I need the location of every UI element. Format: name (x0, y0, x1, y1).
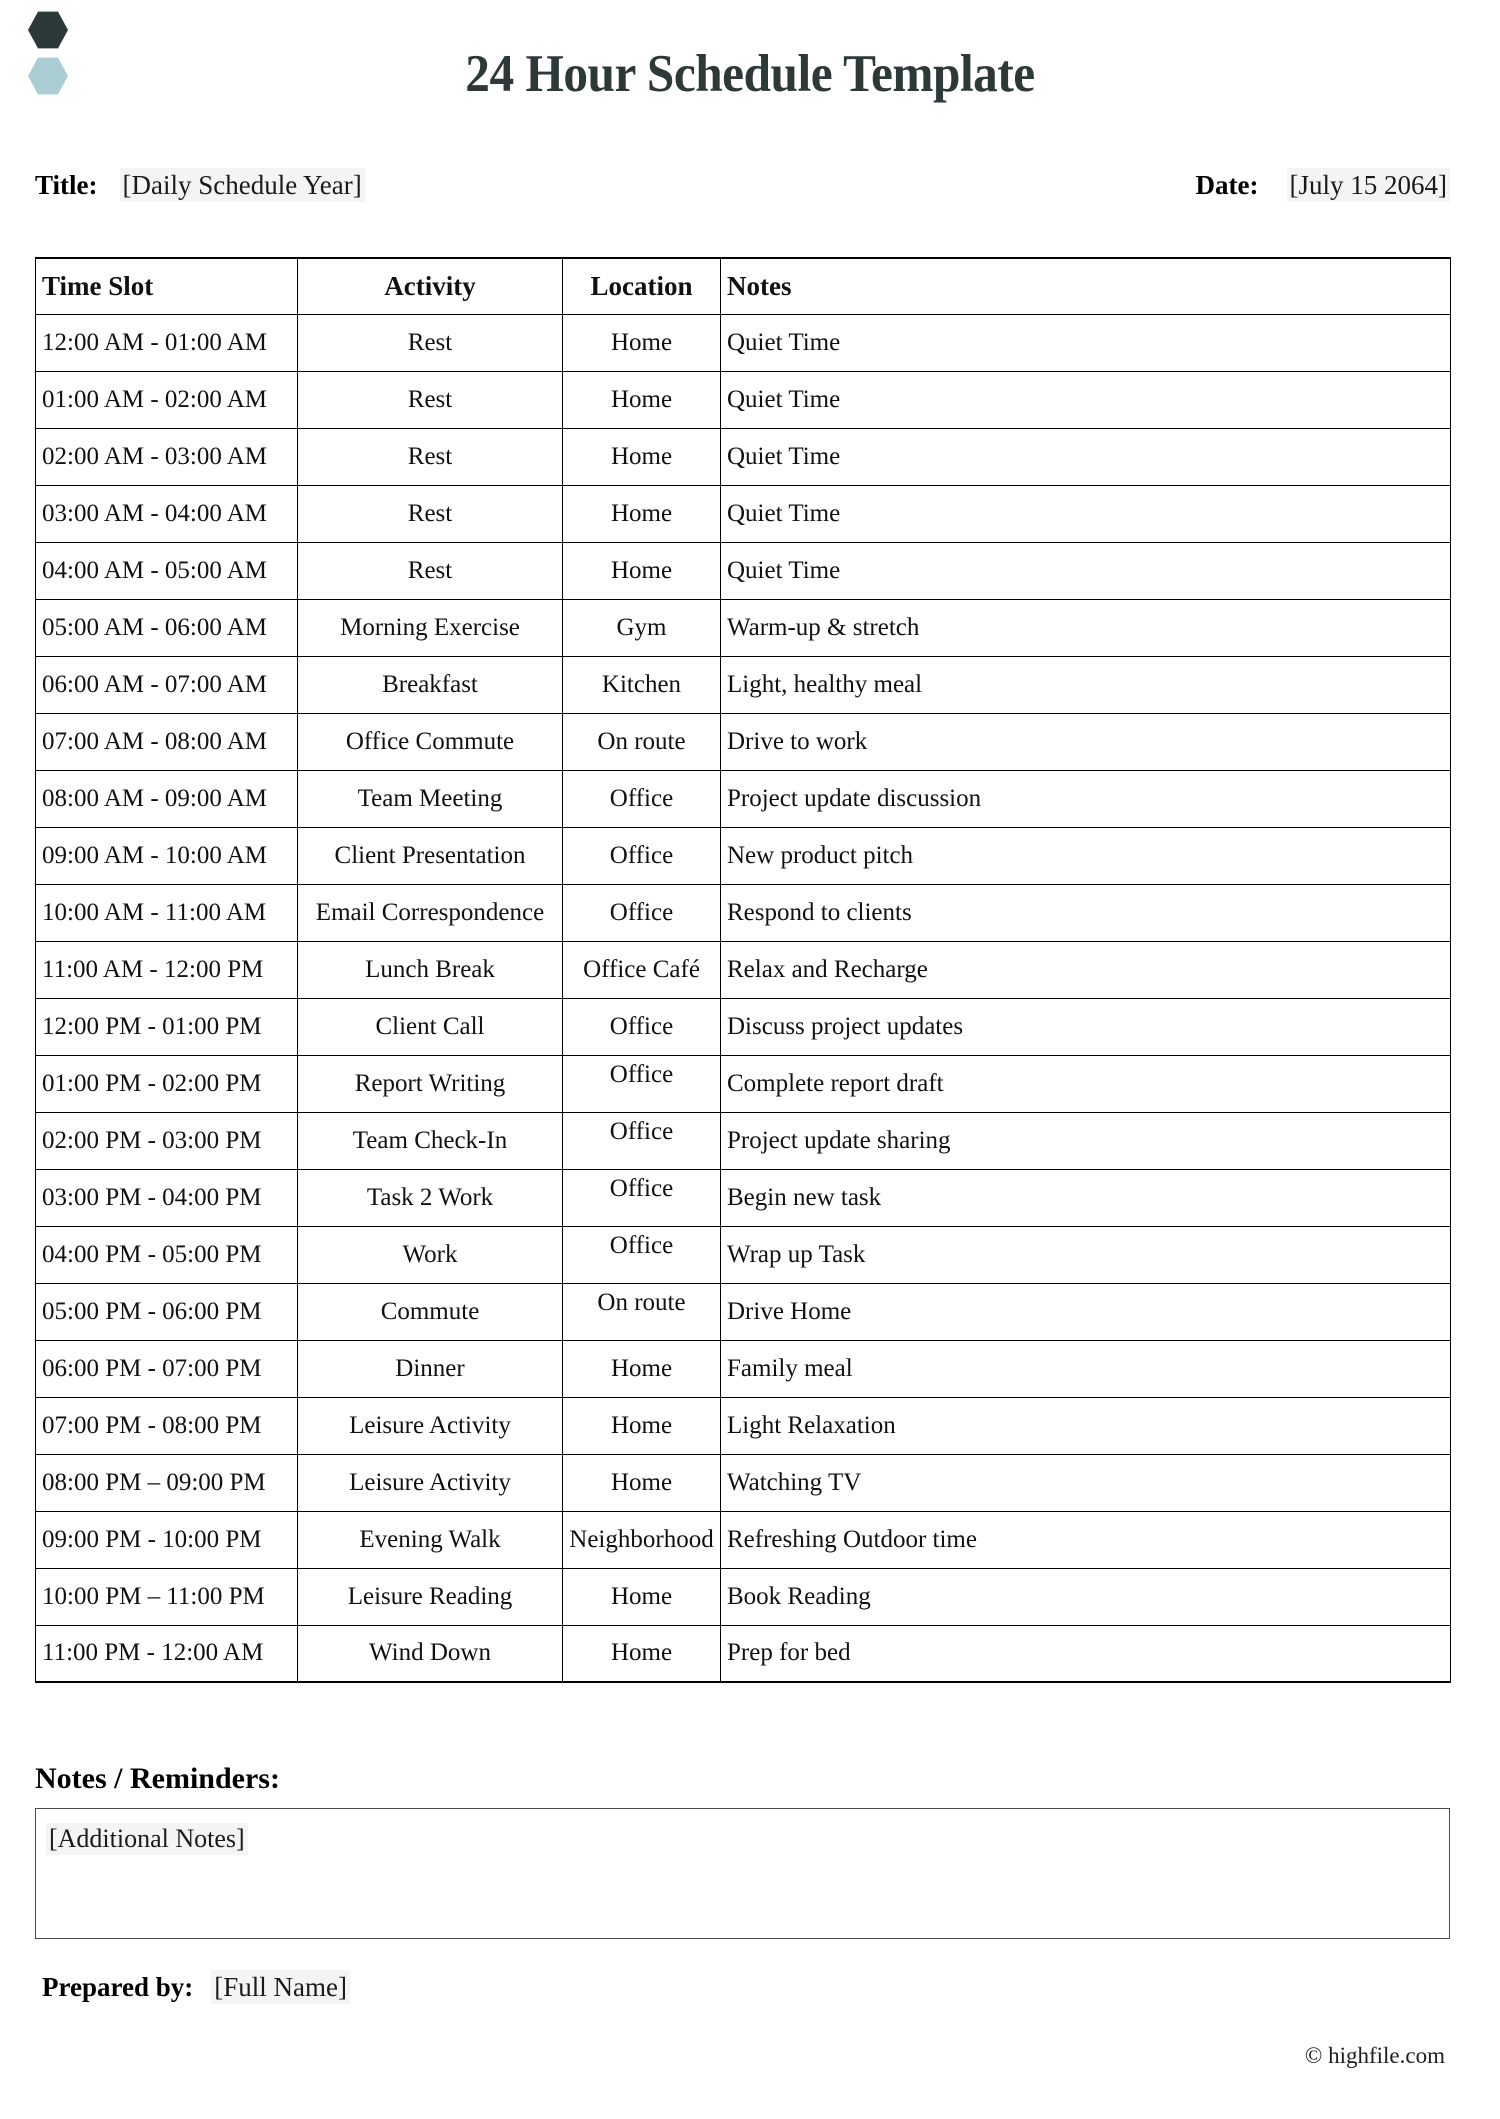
cell-location[interactable]: Neighborhood (563, 1511, 721, 1568)
cell-activity[interactable]: Rest (298, 542, 563, 599)
table-row (36, 1625, 1451, 1682)
schedule-table-container (35, 257, 1450, 1683)
cell-notes[interactable]: Quiet Time (721, 314, 1451, 371)
cell-time-slot[interactable]: 09:00 AM - 10:00 AM (36, 827, 298, 884)
cell-location[interactable]: Home (563, 314, 721, 371)
cell-location[interactable]: Office Café (563, 941, 721, 998)
table-row (36, 1283, 1451, 1340)
cell-activity[interactable]: Email Correspondence (298, 884, 563, 941)
cell-activity[interactable]: Client Presentation (298, 827, 563, 884)
table-header-row (36, 258, 1451, 314)
date-field-value[interactable]: [July 15 2064] (1287, 168, 1451, 202)
cell-time-slot[interactable]: 11:00 PM - 12:00 AM (36, 1625, 298, 1682)
page-title: 24 Hour Schedule Template (465, 45, 1035, 103)
cell-location[interactable]: Office (563, 770, 721, 827)
cell-activity[interactable]: Lunch Break (298, 941, 563, 998)
cell-location[interactable]: Office (563, 1169, 721, 1226)
cell-activity[interactable]: Leisure Activity (298, 1397, 563, 1454)
column-header-activity: Activity (298, 258, 563, 314)
cell-activity[interactable]: Client Call (298, 998, 563, 1055)
cell-activity[interactable]: Task 2 Work (298, 1169, 563, 1226)
cell-time-slot[interactable]: 12:00 PM - 01:00 PM (36, 998, 298, 1055)
cell-activity[interactable]: Evening Walk (298, 1511, 563, 1568)
cell-activity[interactable]: Wind Down (298, 1625, 563, 1682)
column-header-location: Location (563, 258, 721, 314)
cell-notes[interactable]: Book Reading (721, 1568, 1451, 1625)
cell-notes[interactable]: Wrap up Task (721, 1226, 1451, 1283)
table-row (36, 941, 1451, 998)
cell-notes[interactable]: Project update sharing (721, 1112, 1451, 1169)
cell-activity[interactable]: Dinner (298, 1340, 563, 1397)
table-row (36, 1112, 1451, 1169)
cell-notes[interactable]: Complete report draft (721, 1055, 1451, 1112)
table-row (36, 1340, 1451, 1397)
cell-location[interactable]: Office (563, 1226, 721, 1283)
cell-location[interactable]: Home (563, 1568, 721, 1625)
cell-activity[interactable]: Rest (298, 314, 563, 371)
cell-time-slot[interactable]: 04:00 AM - 05:00 AM (36, 542, 298, 599)
table-row (36, 1055, 1451, 1112)
cell-time-slot[interactable]: 10:00 PM – 11:00 PM (36, 1568, 298, 1625)
cell-location[interactable]: Home (563, 1454, 721, 1511)
cell-notes[interactable]: Respond to clients (721, 884, 1451, 941)
cell-time-slot[interactable]: 06:00 AM - 07:00 AM (36, 656, 298, 713)
title-field-label: Title: (35, 170, 98, 200)
cell-time-slot[interactable]: 01:00 AM - 02:00 AM (36, 371, 298, 428)
cell-time-slot[interactable]: 01:00 PM - 02:00 PM (36, 1055, 298, 1112)
cell-time-slot[interactable]: 05:00 PM - 06:00 PM (36, 1283, 298, 1340)
cell-time-slot[interactable]: 02:00 AM - 03:00 AM (36, 428, 298, 485)
cell-location[interactable]: Kitchen (563, 656, 721, 713)
table-row (36, 1226, 1451, 1283)
cell-notes[interactable]: Watching TV (721, 1454, 1451, 1511)
cell-location[interactable]: Home (563, 485, 721, 542)
cell-activity[interactable]: Morning Exercise (298, 599, 563, 656)
cell-location[interactable]: Home (563, 371, 721, 428)
cell-notes[interactable]: New product pitch (721, 827, 1451, 884)
cell-location[interactable]: Office (563, 884, 721, 941)
table-row (36, 1511, 1451, 1568)
cell-time-slot[interactable]: 07:00 AM - 08:00 AM (36, 713, 298, 770)
cell-notes[interactable]: Project update discussion (721, 770, 1451, 827)
cell-location[interactable]: Home (563, 542, 721, 599)
table-row (36, 770, 1451, 827)
cell-location[interactable]: Home (563, 1340, 721, 1397)
cell-time-slot[interactable]: 05:00 AM - 06:00 AM (36, 599, 298, 656)
cell-activity[interactable]: Team Meeting (298, 770, 563, 827)
cell-notes[interactable]: Begin new task (721, 1169, 1451, 1226)
cell-activity[interactable]: Leisure Reading (298, 1568, 563, 1625)
cell-activity[interactable]: Leisure Activity (298, 1454, 563, 1511)
table-row (36, 599, 1451, 656)
table-row (36, 827, 1451, 884)
table-row (36, 1169, 1451, 1226)
cell-time-slot[interactable]: 09:00 PM - 10:00 PM (36, 1511, 298, 1568)
cell-activity[interactable]: Rest (298, 485, 563, 542)
table-body (36, 314, 1451, 1682)
title-field-group (35, 170, 365, 201)
prepared-by-value[interactable]: [Full Name] (211, 1970, 350, 2004)
table-row (36, 485, 1451, 542)
cell-notes[interactable]: Quiet Time (721, 428, 1451, 485)
cell-time-slot[interactable]: 06:00 PM - 07:00 PM (36, 1340, 298, 1397)
prepared-by-label: Prepared by: (42, 1972, 194, 2002)
cell-time-slot[interactable]: 11:00 AM - 12:00 PM (36, 941, 298, 998)
schedule-table (35, 257, 1451, 1683)
prepared-by-row (42, 1972, 350, 2003)
cell-notes[interactable]: Quiet Time (721, 485, 1451, 542)
table-row (36, 371, 1451, 428)
table-row (36, 998, 1451, 1055)
cell-notes[interactable]: Light Relaxation (721, 1397, 1451, 1454)
cell-time-slot[interactable]: 08:00 AM - 09:00 AM (36, 770, 298, 827)
cell-notes[interactable]: Relax and Recharge (721, 941, 1451, 998)
cell-notes[interactable]: Warm-up & stretch (721, 599, 1451, 656)
table-row (36, 1454, 1451, 1511)
cell-activity[interactable]: Office Commute (298, 713, 563, 770)
cell-location[interactable]: Gym (563, 599, 721, 656)
cell-notes[interactable]: Quiet Time (721, 371, 1451, 428)
cell-location[interactable]: Office (563, 998, 721, 1055)
cell-activity[interactable]: Team Check-In (298, 1112, 563, 1169)
cell-activity[interactable]: Commute (298, 1283, 563, 1340)
table-row (36, 314, 1451, 371)
cell-notes[interactable]: Light, healthy meal (721, 656, 1451, 713)
cell-location[interactable]: Office (563, 1112, 721, 1169)
cell-time-slot[interactable]: 02:00 PM - 03:00 PM (36, 1112, 298, 1169)
cell-notes[interactable]: Family meal (721, 1340, 1451, 1397)
title-field-value[interactable]: [Daily Schedule Year] (120, 168, 365, 202)
table-row (36, 1397, 1451, 1454)
cell-notes[interactable]: Refreshing Outdoor time (721, 1511, 1451, 1568)
table-header (36, 258, 1451, 314)
column-header-notes: Notes (721, 258, 1451, 314)
cell-time-slot[interactable]: 03:00 PM - 04:00 PM (36, 1169, 298, 1226)
cell-notes[interactable]: Quiet Time (721, 542, 1451, 599)
cell-location[interactable]: On route (563, 1283, 721, 1340)
cell-activity[interactable]: Report Writing (298, 1055, 563, 1112)
cell-location[interactable]: Home (563, 1397, 721, 1454)
date-field-group (1196, 170, 1450, 201)
cell-notes[interactable]: Discuss project updates (721, 998, 1451, 1055)
additional-notes-placeholder[interactable]: [Additional Notes] (46, 1823, 248, 1855)
table-row (36, 656, 1451, 713)
column-header-time-slot: Time Slot (36, 258, 298, 314)
cell-time-slot[interactable]: 04:00 PM - 05:00 PM (36, 1226, 298, 1283)
table-row (36, 542, 1451, 599)
cell-location[interactable]: Home (563, 1625, 721, 1682)
cell-activity[interactable]: Work (298, 1226, 563, 1283)
cell-time-slot[interactable]: 10:00 AM - 11:00 AM (36, 884, 298, 941)
cell-time-slot[interactable]: 03:00 AM - 04:00 AM (36, 485, 298, 542)
cell-activity[interactable]: Rest (298, 428, 563, 485)
table-row (36, 884, 1451, 941)
table-row (36, 1568, 1451, 1625)
cell-notes[interactable]: Prep for bed (721, 1625, 1451, 1682)
additional-notes-box[interactable] (35, 1808, 1450, 1939)
cell-notes[interactable]: Drive Home (721, 1283, 1451, 1340)
cell-notes[interactable]: Drive to work (721, 713, 1451, 770)
cell-time-slot[interactable]: 07:00 PM - 08:00 PM (36, 1397, 298, 1454)
cell-time-slot[interactable]: 12:00 AM - 01:00 AM (36, 314, 298, 371)
date-field-label: Date: (1195, 170, 1259, 200)
table-row (36, 428, 1451, 485)
cell-activity[interactable]: Breakfast (298, 656, 563, 713)
notes-section-heading: Notes / Reminders: (35, 1762, 280, 1795)
cell-location[interactable]: Office (563, 827, 721, 884)
cell-activity[interactable]: Rest (298, 371, 563, 428)
cell-location[interactable]: Home (563, 428, 721, 485)
footer-credit: © highfile.com (1304, 2043, 1445, 2068)
cell-time-slot[interactable]: 08:00 PM – 09:00 PM (36, 1454, 298, 1511)
cell-location[interactable]: On route (563, 713, 721, 770)
meta-row (35, 170, 1455, 210)
table-row (36, 713, 1451, 770)
cell-location[interactable]: Office (563, 1055, 721, 1112)
